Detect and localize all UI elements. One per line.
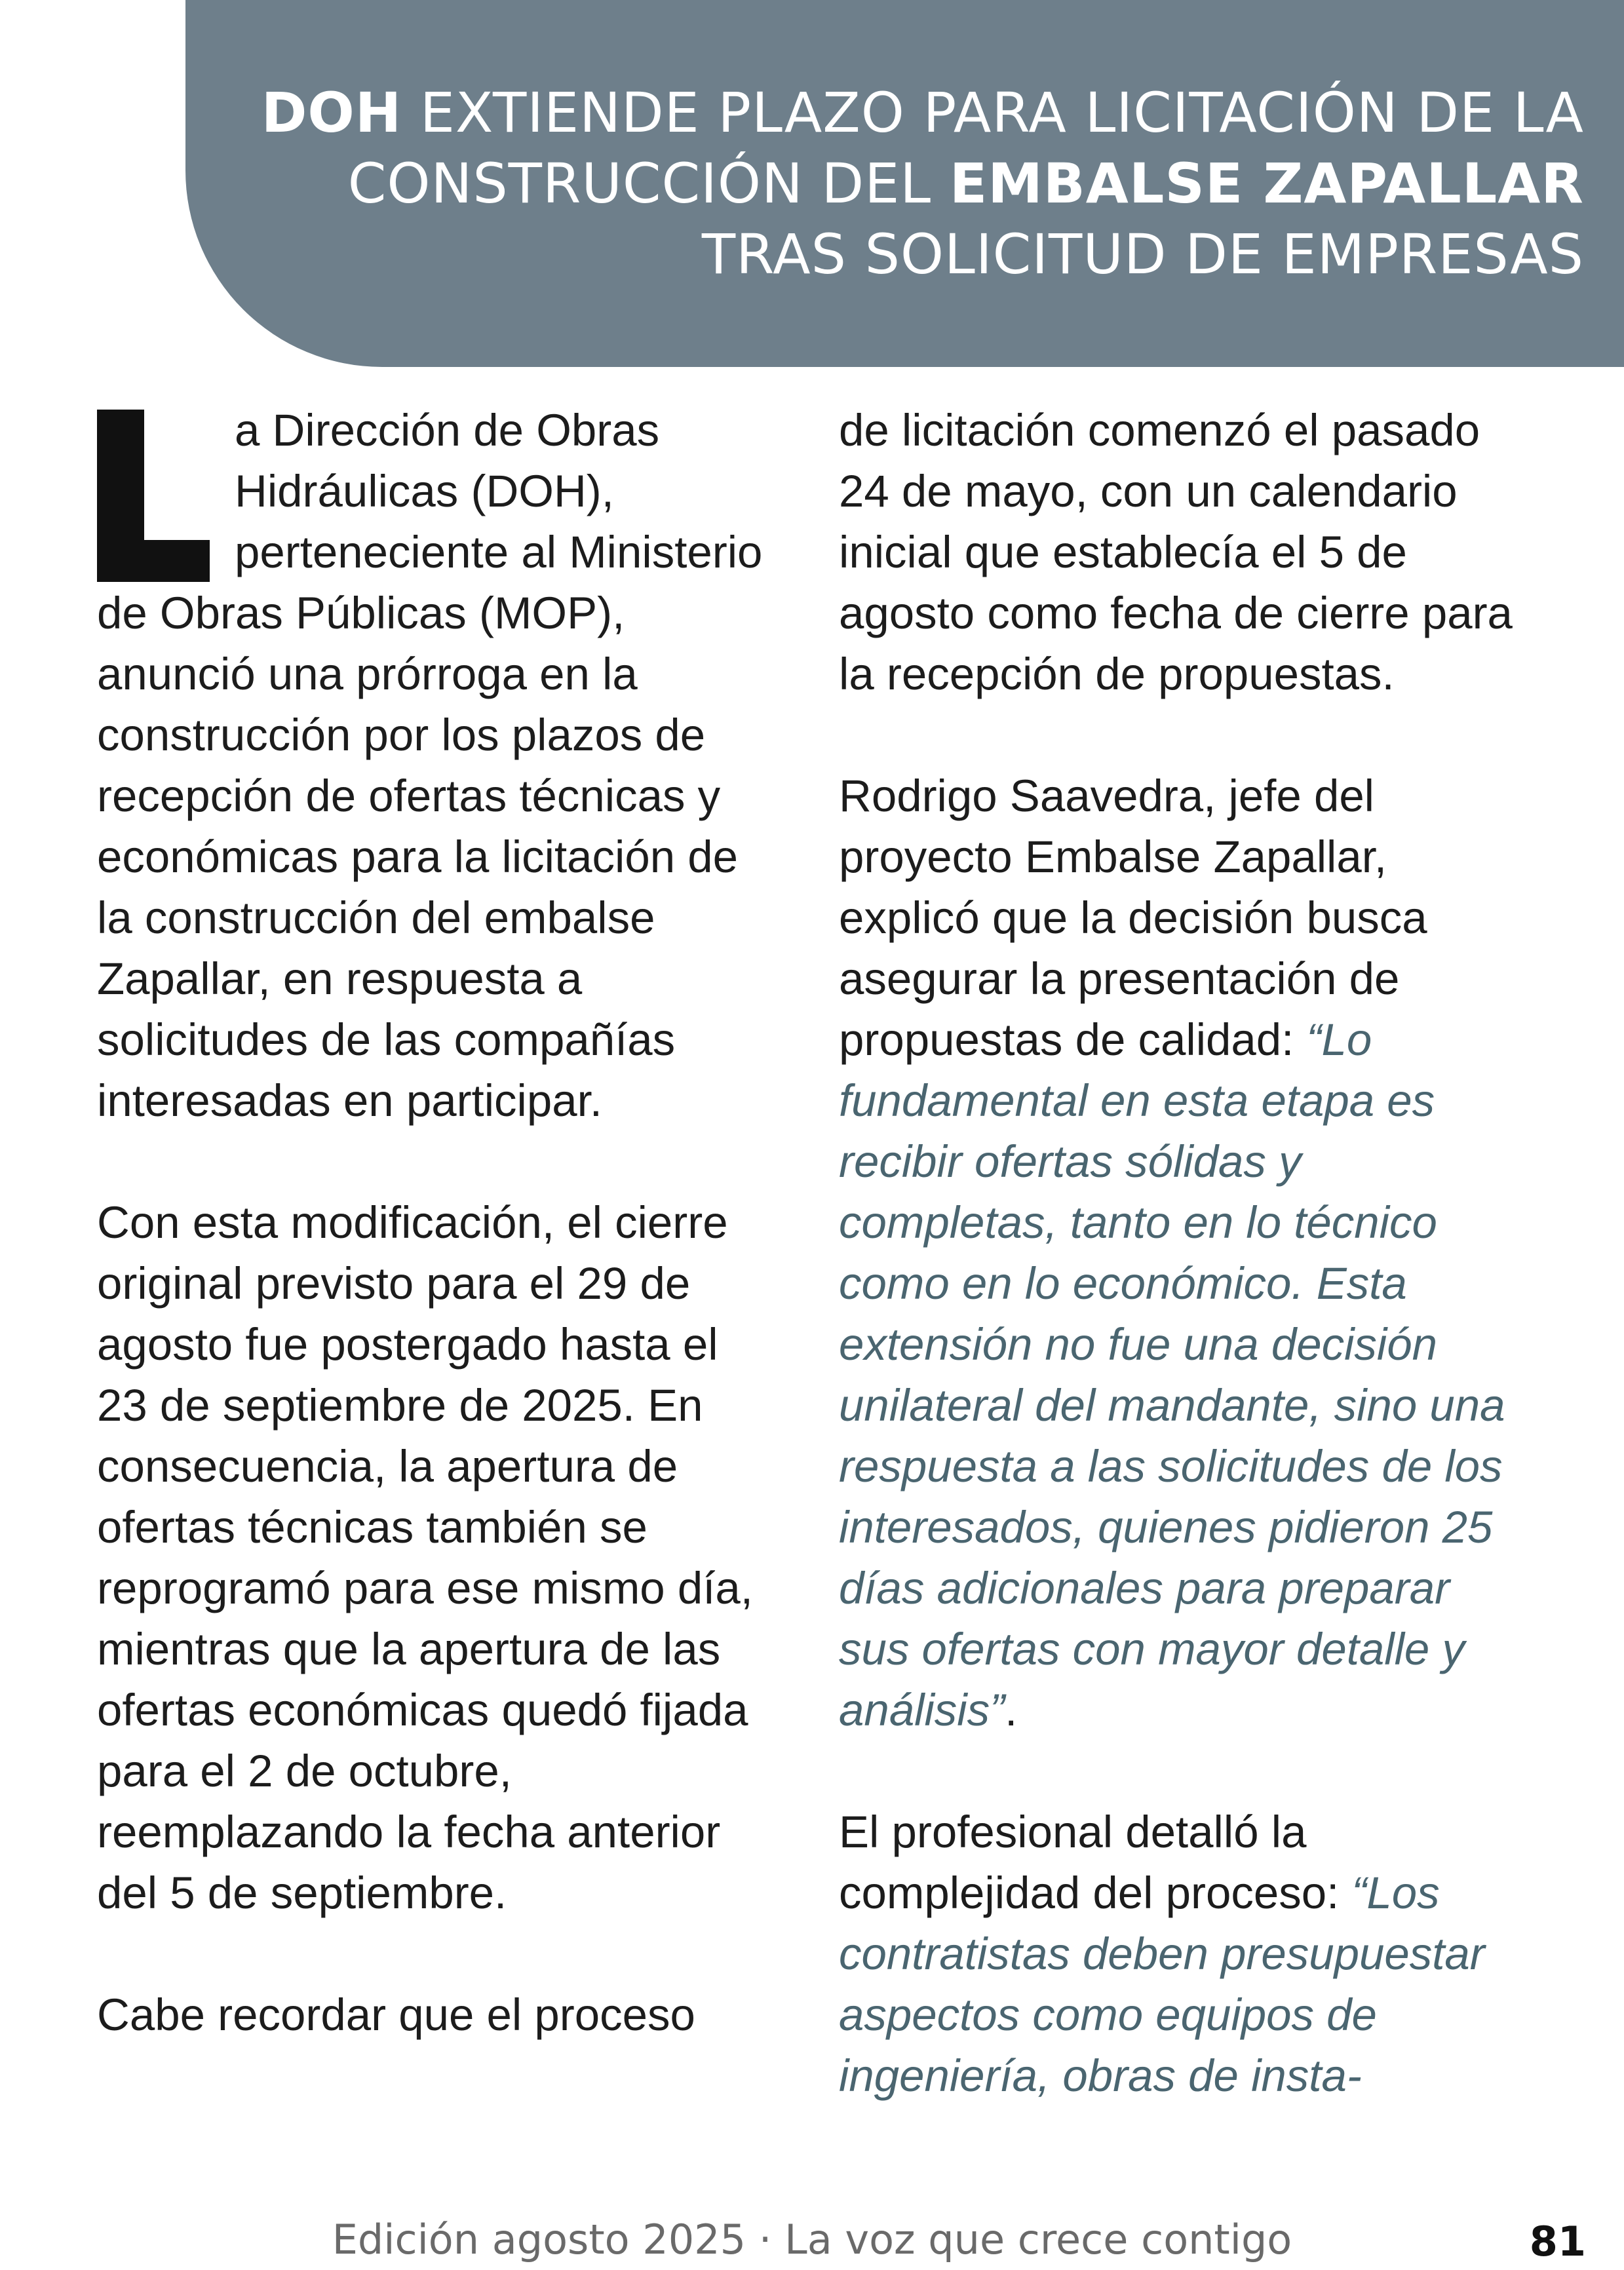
page-number: 81	[1529, 2218, 1586, 2265]
footer-edition: Edición agosto 2025 · La voz que crece contigo	[332, 2216, 1292, 2263]
article-headline	[208, 77, 1584, 290]
headline-part: EMBALSE ZAPALLAR	[949, 151, 1584, 216]
paragraph-text: .	[1005, 1685, 1018, 1735]
drop-cap	[97, 410, 210, 582]
article-column-right	[839, 400, 1520, 2106]
paragraph	[97, 400, 779, 1131]
paragraph	[839, 1801, 1520, 2106]
headline-part: EXTIENDE PLAZO PARA LICITACIÓN DE LA CONSTRUCCIÓN DEL	[347, 81, 1584, 216]
paragraph	[97, 1984, 779, 2045]
paragraph	[839, 765, 1520, 1741]
quote-text: “Lo fundamental en esta etapa es recibir ofertas sólidas y completas, tanto en lo técnico como en lo económico. Esta extensión no fue una decisión unilateral del mandante, sino una respuesta a las solicitudes de los interesados, quienes pidieron 25 días adicionales para preparar sus ofertas con mayor detalle y análisis”	[839, 1014, 1505, 1735]
headline-part: TRAS SOLICITUD DE EMPRESAS	[701, 222, 1584, 286]
paragraph-text: El profesional detalló la complejidad del proceso:	[839, 1807, 1352, 1918]
header-banner	[185, 0, 1624, 367]
quote-text: “Los contratistas deben presupuestar aspectos como equipos de ingeniería, obras de insta-	[839, 1868, 1485, 2101]
headline-part: DOH	[261, 81, 402, 145]
paragraph-text: de licitación comenzó el pasado 24 de mayo, con un calendario inicial que establecía el 5 de agosto como fecha de cierre para la recepción de propuestas.	[839, 405, 1513, 699]
paragraph-text: Cabe recordar que el proceso	[97, 1990, 695, 2040]
paragraph	[839, 400, 1520, 704]
paragraph	[97, 1192, 779, 1923]
article-column-left	[97, 400, 779, 2045]
paragraph-text: a Dirección de Obras Hidráulicas (DOH), perteneciente al Ministerio de Obras Públicas (MOP), anunció una prórroga en la construcción por los plazos de recepción de ofertas técnicas y económicas para la licitación de la construcción del embalse Zapallar, en respuesta a solicitudes de las compañías interesadas en participar.	[97, 405, 763, 1126]
paragraph-text: Con esta modificación, el cierre original previsto para el 29 de agosto fue postergado hasta el 23 de septiembre de 2025. En consecuencia, la apertura de ofertas técnicas también se reprogramó para ese mismo día, mientras que la apertura de las ofertas económicas quedó fijada para el 2 de octubre, reemplazando la fecha anterior del 5 de septiembre.	[97, 1197, 753, 1918]
paragraph-text: Rodrigo Saavedra, jefe del proyecto Embalse Zapallar, explicó que la decisión busca asegurar la presentación de propuestas de calidad:	[839, 771, 1427, 1065]
